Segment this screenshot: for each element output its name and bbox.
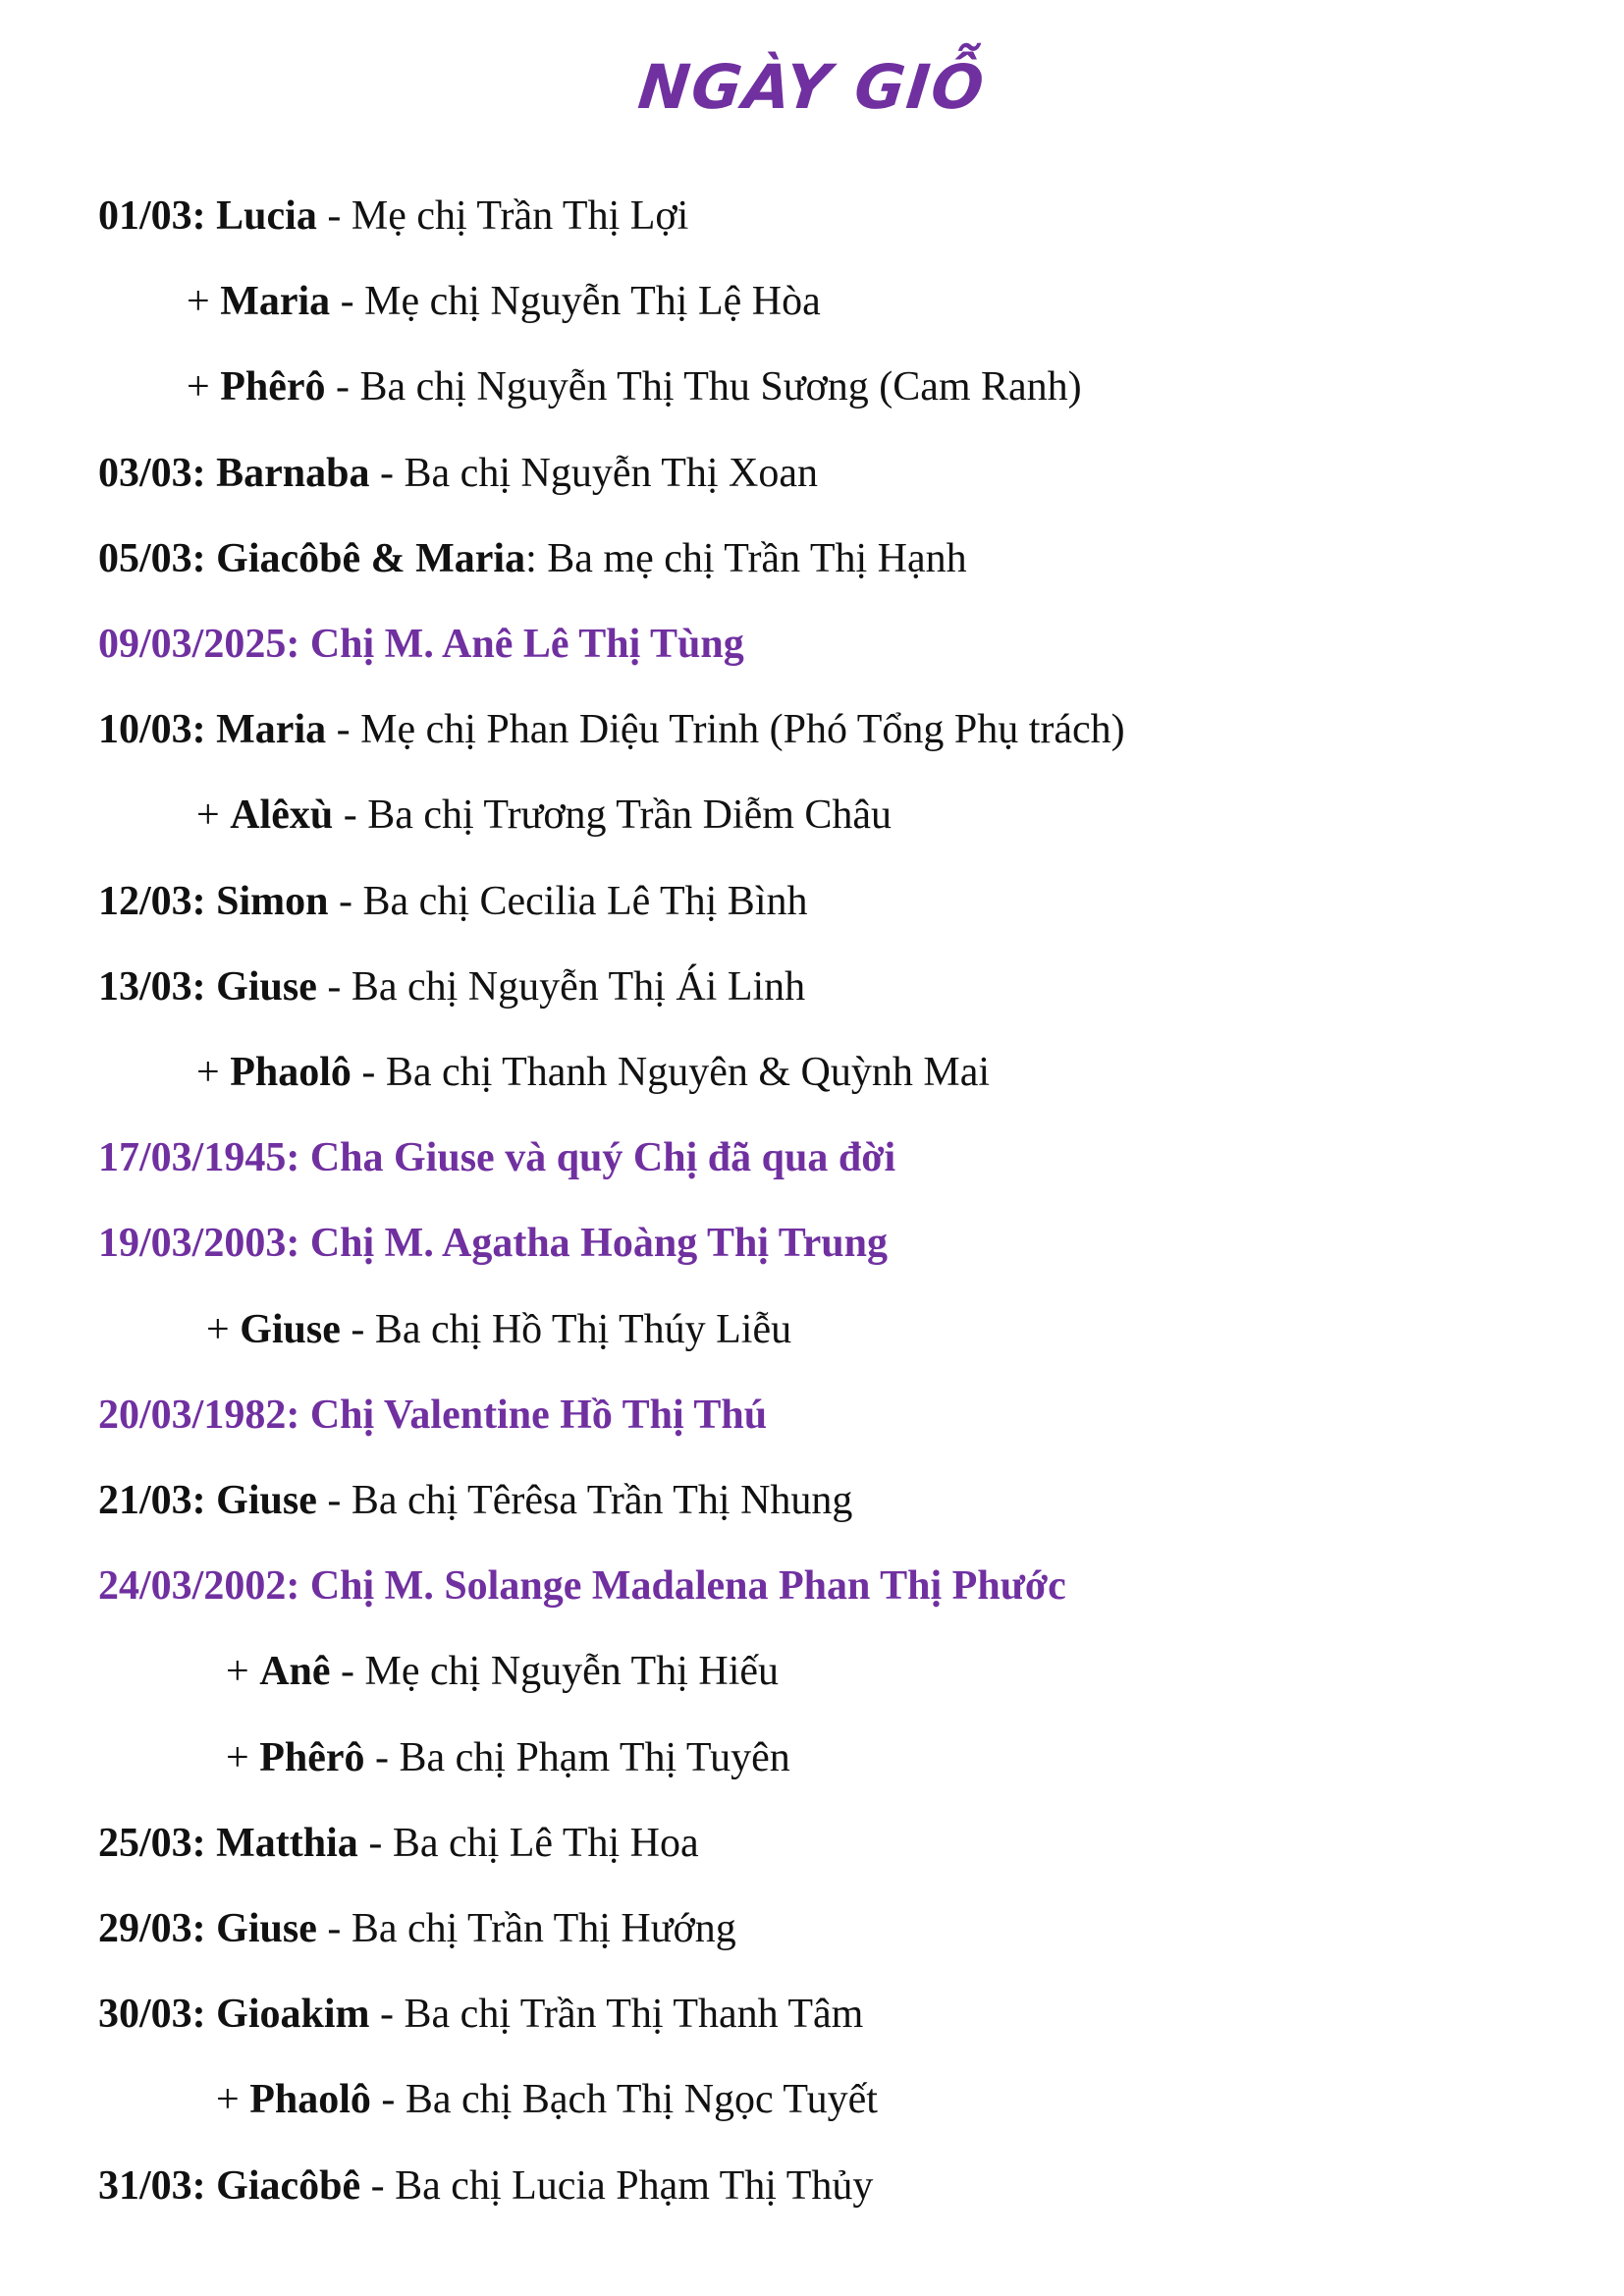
plus-marker: + bbox=[226, 1649, 260, 1695]
saint-name: Giacôbê bbox=[216, 2162, 361, 2209]
separator: - bbox=[333, 793, 368, 839]
list-item bbox=[187, 357, 1082, 416]
entry-date: 30/03: bbox=[98, 1992, 206, 2038]
list-item bbox=[98, 957, 805, 1016]
relative-text: Ba chị Phạm Thị Tuyên bbox=[399, 1734, 790, 1780]
separator: - bbox=[370, 2077, 406, 2123]
separator: - bbox=[357, 1820, 393, 1866]
plus-marker: + bbox=[196, 1050, 231, 1095]
saint-name: Giuse bbox=[240, 1306, 341, 1352]
saint-name: Giacôbê & Maria bbox=[216, 535, 526, 581]
page-title: NGÀY GIỖ bbox=[634, 51, 990, 123]
relative-text: Mẹ chị Trần Thị Lợi bbox=[351, 193, 689, 239]
separator: - bbox=[326, 707, 361, 753]
saint-name: Alêxù bbox=[230, 793, 334, 839]
saint-name: Simon bbox=[216, 878, 329, 924]
saint-name: Gioakim bbox=[216, 1992, 370, 2038]
list-item bbox=[98, 1471, 852, 1530]
list-item bbox=[196, 1043, 990, 1102]
list-item bbox=[98, 1985, 863, 2044]
entry-date: 21/03: bbox=[98, 1478, 206, 1523]
list-item bbox=[206, 1300, 791, 1359]
relative-text: Ba chị Têrêsa Trần Thị Nhung bbox=[351, 1478, 853, 1523]
memorial-entry bbox=[98, 1214, 888, 1273]
plus-marker: + bbox=[187, 279, 221, 325]
plus-marker: + bbox=[216, 2077, 250, 2123]
separator: - bbox=[325, 364, 360, 410]
plus-marker: + bbox=[196, 793, 231, 839]
entry-date: 29/03: bbox=[98, 1906, 206, 1951]
list-item bbox=[98, 187, 688, 246]
list-item bbox=[98, 529, 967, 588]
memorial-text: 20/03/1982: Chị Valentine Hồ Thị Thú bbox=[98, 1392, 768, 1438]
saint-name: Matthia bbox=[216, 1820, 358, 1866]
relative-text: Ba chị Lucia Phạm Thị Thủy bbox=[395, 2162, 874, 2209]
relative-text: Ba chị Cecilia Lê Thị Bình bbox=[362, 878, 808, 924]
separator: - bbox=[316, 193, 352, 239]
relative-text: Ba chị Trương Trần Diễm Châu bbox=[367, 793, 893, 839]
saint-name: Anê bbox=[259, 1649, 331, 1695]
saint-name: Phaolô bbox=[230, 1050, 352, 1095]
relative-text: Ba chị Nguyễn Thị Ái Linh bbox=[351, 963, 806, 1010]
list-item bbox=[226, 1642, 779, 1701]
separator: - bbox=[364, 1734, 400, 1780]
saint-name: Maria bbox=[220, 279, 331, 325]
memorial-entry bbox=[98, 1128, 895, 1187]
separator: - bbox=[330, 1649, 365, 1695]
relative-text: Mẹ chị Phan Diệu Trinh (Phó Tổng Phụ trách) bbox=[360, 707, 1125, 753]
memorial-text: 17/03/1945: Cha Giuse và quý Chị đã qua đời bbox=[98, 1135, 896, 1181]
separator: - bbox=[369, 450, 405, 496]
relative-text: Ba chị Lê Thị Hoa bbox=[392, 1820, 699, 1866]
memorial-entry bbox=[98, 1557, 1066, 1615]
list-item bbox=[216, 2070, 878, 2129]
saint-name: Giuse bbox=[216, 1906, 317, 1951]
relative-text: Ba chị Trần Thị Hướng bbox=[351, 1906, 736, 1951]
separator: - bbox=[351, 1050, 386, 1095]
separator: - bbox=[316, 963, 352, 1010]
separator: - bbox=[360, 2162, 396, 2209]
entry-date: 05/03: bbox=[98, 535, 206, 581]
relative-text: Ba chị Hồ Thị Thúy Liễu bbox=[374, 1306, 792, 1352]
separator: : bbox=[525, 535, 548, 581]
relative-text: Mẹ chị Nguyễn Thị Hiếu bbox=[364, 1649, 780, 1695]
relative-text: Ba chị Nguyễn Thị Thu Sương (Cam Ranh) bbox=[359, 364, 1082, 410]
list-item bbox=[196, 786, 892, 845]
list-item bbox=[98, 700, 1125, 759]
separator: - bbox=[328, 878, 363, 924]
saint-name: Lucia bbox=[216, 193, 317, 239]
entry-date: 10/03: bbox=[98, 707, 206, 753]
relative-text: Ba chị Nguyễn Thị Xoan bbox=[404, 450, 819, 496]
relative-text: Ba chị Bạch Thị Ngọc Tuyết bbox=[405, 2077, 878, 2123]
relative-text: Ba chị Trần Thị Thanh Tâm bbox=[404, 1992, 864, 2038]
relative-text: Ba chị Thanh Nguyên & Quỳnh Mai bbox=[385, 1050, 991, 1095]
saint-name: Giuse bbox=[216, 963, 317, 1010]
entry-date: 12/03: bbox=[98, 878, 206, 924]
relative-text: Ba mẹ chị Trần Thị Hạnh bbox=[547, 535, 967, 581]
separator: - bbox=[340, 1306, 375, 1352]
saint-name: Phêrô bbox=[259, 1734, 365, 1780]
separator: - bbox=[330, 279, 365, 325]
saint-name: Giuse bbox=[216, 1478, 317, 1523]
entry-date: 01/03: bbox=[98, 193, 206, 239]
entry-date: 25/03: bbox=[98, 1820, 206, 1866]
list-item bbox=[98, 1899, 736, 1958]
memorial-text: 09/03/2025: Chị M. Anê Lê Thị Tùng bbox=[98, 622, 744, 667]
separator: - bbox=[316, 1478, 352, 1523]
list-item bbox=[98, 444, 818, 503]
plus-marker: + bbox=[187, 364, 221, 410]
plus-marker: + bbox=[206, 1306, 241, 1352]
plus-marker: + bbox=[226, 1734, 260, 1780]
list-item bbox=[98, 1814, 699, 1873]
relative-text: Mẹ chị Nguyễn Thị Lệ Hòa bbox=[364, 279, 821, 325]
entry-date: 13/03: bbox=[98, 963, 206, 1010]
list-item bbox=[98, 872, 808, 931]
saint-name: Maria bbox=[216, 707, 327, 753]
saint-name: Phêrô bbox=[220, 364, 326, 410]
list-item bbox=[226, 1728, 790, 1787]
list-item bbox=[187, 272, 821, 331]
separator: - bbox=[316, 1906, 352, 1951]
memorial-text: 24/03/2002: Chị M. Solange Madalena Phan Thị Phước bbox=[98, 1563, 1066, 1610]
entry-date: 31/03: bbox=[98, 2162, 206, 2209]
saint-name: Phaolô bbox=[249, 2077, 371, 2123]
entry-date: 03/03: bbox=[98, 450, 206, 496]
memorial-entry bbox=[98, 1386, 767, 1445]
memorial-text: 19/03/2003: Chị M. Agatha Hoàng Thị Trung bbox=[98, 1221, 888, 1267]
saint-name: Barnaba bbox=[216, 450, 370, 496]
separator: - bbox=[369, 1992, 405, 2038]
memorial-entry bbox=[98, 615, 744, 674]
list-item bbox=[98, 2157, 873, 2215]
